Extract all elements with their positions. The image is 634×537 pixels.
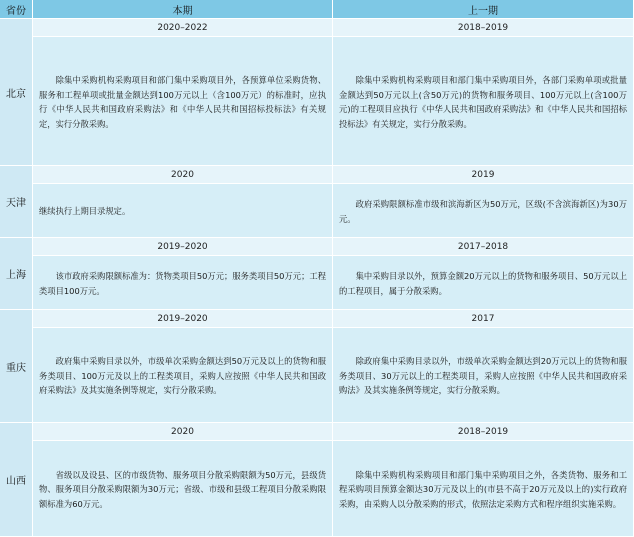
previous-content xyxy=(333,184,634,238)
current-content xyxy=(33,441,333,537)
header-previous: 上一期 xyxy=(333,0,634,19)
previous-period: 2019 xyxy=(333,166,634,184)
current-content xyxy=(33,328,333,423)
current-content-text: 省级以及设县、区的市级货物、服务项目分散采购限额为50万元，县级货物、服务项目分散采购限额为30万元；省级、市级和县级工程项目分散采购限额标准为60万元。 xyxy=(39,469,326,509)
current-period: 2019–2020 xyxy=(33,310,333,328)
previous-content-text: 除集中采购机构采购项目和部门集中采购项目之外，各类货物、服务和工程采购项目预算金额达30万元及以上的(市县不高于20万元及以上的)实行政府采购，由采购人以分散采购的形式，依照法定采购方式和程序组织实施采购。 xyxy=(339,469,627,509)
current-period: 2020 xyxy=(33,423,333,441)
previous-content-text: 除集中采购机构采购项目和部门集中采购项目外，各部门采购单项或批量金额达到50万元以上(含50万元)的货物和服务项目、100万元以上(含100万元)的工程项目应执行《中华人民共和国政府采购法》和《中华人民共和国招标投标法》有关规定，实行分散采购。 xyxy=(339,75,627,129)
previous-period: 2017–2018 xyxy=(333,238,634,256)
current-content xyxy=(33,256,333,310)
current-period: 2020 xyxy=(33,166,333,184)
previous-content-text: 除政府集中采购目录以外，市级单次采购金额达到20万元以上的货物和服务类项目、30万元以上的工程类项目，采购人应按照《中华人民共和国政府采购法》及其实施条例等规定，实行分散采购。 xyxy=(339,356,627,396)
header-current: 本期 xyxy=(33,0,333,19)
current-content xyxy=(33,37,333,166)
previous-content xyxy=(333,37,634,166)
current-content-text: 政府集中采购目录以外，市级单次采购金额达到50万元及以上的货物和服务类项目、100万元及以上的工程类项目，采购人应按照《中华人民共和国政府采购法》及其实施条例等规定，实行分散采购。 xyxy=(39,356,326,396)
province-cell: 重庆 xyxy=(0,310,33,423)
current-period: 2020–2022 xyxy=(33,19,333,37)
previous-content xyxy=(333,328,634,423)
province-cell: 上海 xyxy=(0,238,33,310)
previous-content xyxy=(333,256,634,310)
previous-content-text: 集中采购目录以外，预算金额20万元以上的货物和服务项目、50万元以上的工程项目，属于分散采购。 xyxy=(339,271,627,296)
province-cell: 山西 xyxy=(0,423,33,537)
province-cell: 北京 xyxy=(0,19,33,166)
province-cell: 天津 xyxy=(0,166,33,238)
current-content xyxy=(33,184,333,238)
current-period: 2019–2020 xyxy=(33,238,333,256)
previous-content-text: 政府采购限额标准市级和滨海新区为50万元，区级(不含滨海新区)为30万元。 xyxy=(339,199,627,224)
previous-period: 2017 xyxy=(333,310,634,328)
previous-content xyxy=(333,441,634,537)
previous-period: 2018–2019 xyxy=(333,19,634,37)
header-province: 省份 xyxy=(0,0,33,19)
current-content-text: 继续执行上期目录规定。 xyxy=(39,206,131,217)
previous-period: 2018–2019 xyxy=(333,423,634,441)
current-content-text: 该市政府采购限额标准为：货物类项目50万元；服务类项目50万元；工程类项目100万元。 xyxy=(39,271,326,296)
current-content-text: 除集中采购机构采购项目和部门集中采购项目外，各预算单位采购货物、服务和工程单项或批量金额达到100万元以上（含100万元）的标准时，应执行《中华人民共和国政府采购法》和《中华人民共和国招标投标法》有关规定，实行分散采购。 xyxy=(39,75,326,129)
